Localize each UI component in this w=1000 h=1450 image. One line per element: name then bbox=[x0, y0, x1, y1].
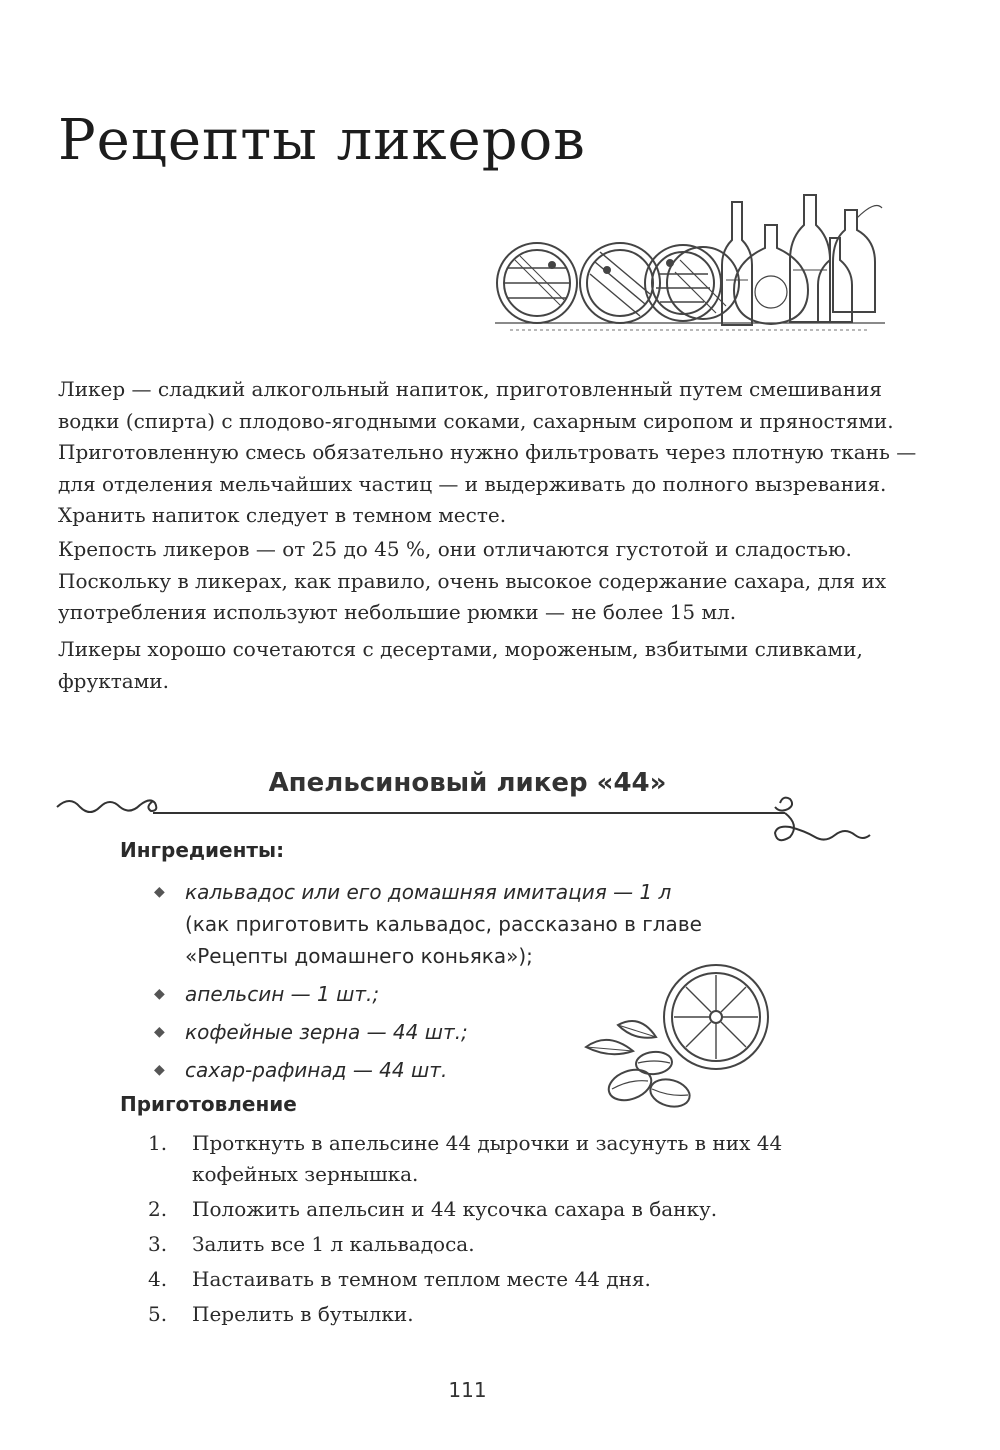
step-number: 3. bbox=[148, 1232, 168, 1256]
bottle-3-icon bbox=[790, 195, 830, 322]
list-item bbox=[148, 1229, 848, 1260]
ingredient-name: апельсин — 1 шт.; bbox=[185, 982, 380, 1006]
list-item bbox=[148, 1128, 848, 1190]
steps-heading: Приготовление bbox=[120, 1092, 297, 1116]
step-text: Положить апельсин и 44 кусочка сахара в банку. bbox=[192, 1197, 718, 1221]
page-title: Рецепты ликеров bbox=[58, 108, 586, 173]
orange-slice-icon bbox=[664, 965, 768, 1069]
coffee-beans-icon bbox=[605, 1050, 693, 1110]
list-item bbox=[148, 1299, 848, 1330]
bottle-4-icon bbox=[818, 238, 852, 322]
step-text: Проткнуть в апельсине 44 дырочки и засунуть в них 44 кофейных зернышка. bbox=[192, 1131, 783, 1186]
list-item bbox=[148, 1264, 848, 1295]
step-number: 2. bbox=[148, 1197, 168, 1221]
step-text: Настаивать в темном теплом месте 44 дня. bbox=[192, 1267, 651, 1291]
ingredients-heading: Ингредиенты: bbox=[120, 838, 285, 862]
barrel-2-icon bbox=[580, 243, 660, 323]
intro-paragraph-2: Крепость ликеров — от 25 до 45 %, они отличаются густотой и сладостью. Поскольку в ликерах, как правило, очень высокое содержание сахара, для их употребления используют небольшие рюмки — не более 15 мл. bbox=[58, 537, 887, 624]
ingredient-name: кофейные зерна — 44 шт.; bbox=[185, 1020, 468, 1044]
list-item bbox=[148, 1194, 848, 1225]
barrel-4-icon bbox=[667, 247, 739, 319]
step-number: 1. bbox=[148, 1131, 168, 1155]
diamond-bullet-icon: ◆ bbox=[154, 1024, 165, 1040]
intro-paragraph-3: Ликеры хорошо сочетаются с десертами, мороженым, взбитыми сливками, фруктами. bbox=[58, 637, 863, 693]
step-text: Залить все 1 л кальвадоса. bbox=[192, 1232, 475, 1256]
barrel-1-icon bbox=[497, 243, 577, 323]
step-number: 5. bbox=[148, 1302, 168, 1326]
leaves-icon bbox=[586, 1021, 656, 1054]
intro-paragraph-1: Ликер — сладкий алкогольный напиток, приготовленный путем смешивания водки (спирта) с плодово-ягодными соками, сахарным сиропом и пряностями. Приготовленную смесь обязательно нужно фильтровать через плотную ткань — для отделения мельчайших частиц — и выдерживать до полного вызревания. Хранить напиток следует в темном месте. bbox=[58, 377, 917, 527]
diamond-bullet-icon: ◆ bbox=[154, 884, 165, 900]
ingredient-note: (как приготовить кальвадос, рассказано в главе «Рецепты домашнего коньяка»); bbox=[185, 912, 702, 968]
orange-slice-coffee-illustration bbox=[578, 955, 788, 1115]
ingredient-name: кальвадос или его домашняя имитация — 1 л bbox=[185, 880, 672, 904]
barrels-bottles-illustration bbox=[490, 190, 890, 335]
diamond-bullet-icon: ◆ bbox=[154, 1062, 165, 1078]
steps-list bbox=[148, 1128, 848, 1334]
step-number: 4. bbox=[148, 1267, 168, 1291]
page-number: 111 bbox=[448, 1378, 487, 1402]
recipe-title: Апельсиновый ликер «44» bbox=[268, 768, 667, 798]
ingredient-name: сахар-рафинад — 44 шт. bbox=[185, 1058, 448, 1082]
diamond-bullet-icon: ◆ bbox=[154, 986, 165, 1002]
step-text: Перелить в бутылки. bbox=[192, 1302, 414, 1326]
barrel-3-icon bbox=[645, 245, 721, 321]
bottle-2-icon bbox=[734, 225, 808, 324]
